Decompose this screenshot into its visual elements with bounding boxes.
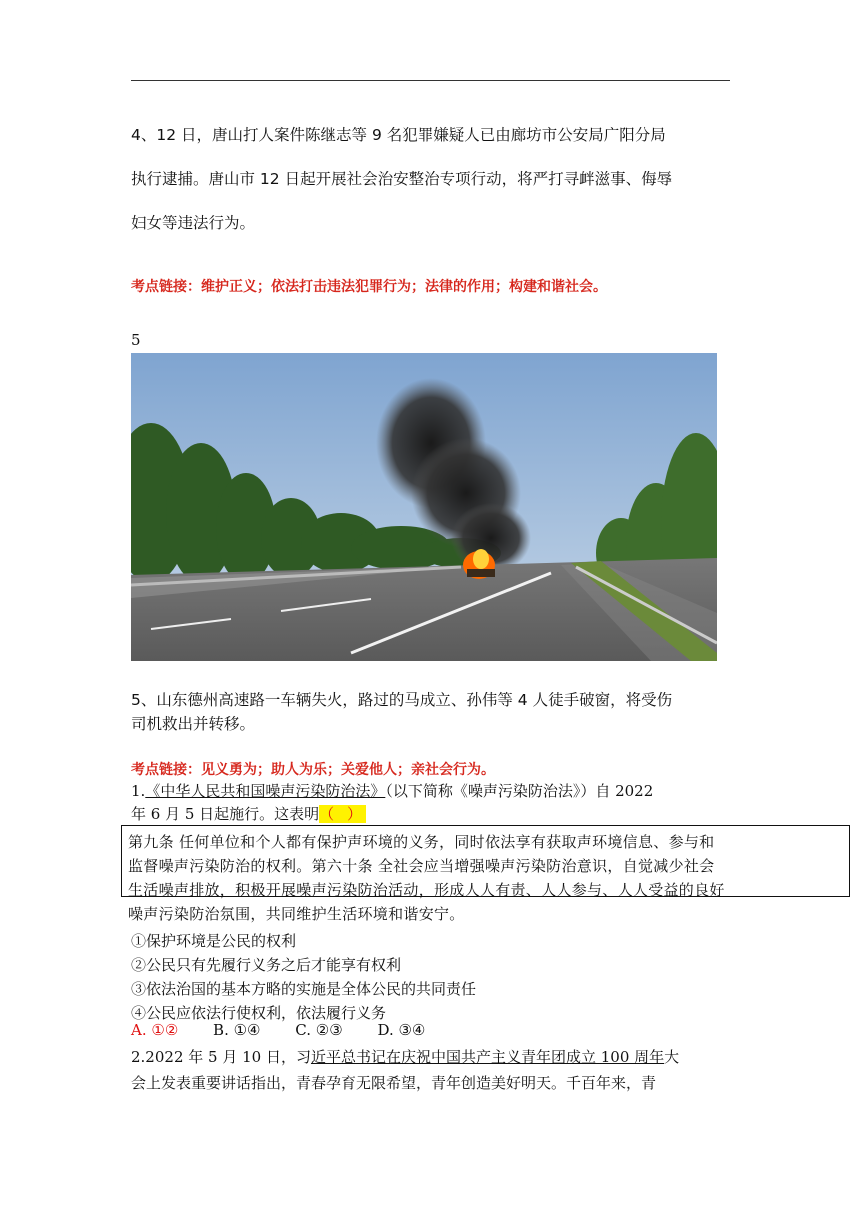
item4-line2: 执行逮捕。唐山市 12 日起开展社会治安整治专项行动，将严打寻衅滋事、侮辱 <box>131 170 673 188</box>
choice-c: C. ②③ <box>295 1021 343 1039</box>
statement-4: ④公民应依法行使权利，依法履行义务 <box>131 1004 387 1022</box>
header-rule <box>131 80 730 81</box>
item4-kaodian: 考点链接：维护正义；依法打击违法犯罪行为；法律的作用；构建和谐社会。 <box>131 279 607 295</box>
choice-d: D. ③④ <box>377 1021 426 1039</box>
question-2 <box>131 1044 679 1096</box>
item5-kaodian: 考点链接：见义勇为；助人为乐；关爱他人；亲社会行为。 <box>131 762 495 778</box>
q1-line2 <box>131 803 653 826</box>
q2-pre: 2.2022 年 5 月 10 日，习 <box>131 1048 311 1066</box>
q1-line2-text: 年 6 月 5 日起施行。这表明 <box>131 805 320 823</box>
q1-mid: （以下简称《噪声污染防治法》）自 2022 <box>385 782 654 800</box>
q1-prefix: 1. <box>131 782 146 800</box>
q2-line2: 会上发表重要讲话指出，青春孕育无限希望，青年创造美好明天。千百年来，青 <box>131 1074 657 1092</box>
q2-line1 <box>131 1044 679 1070</box>
statement-3: ③依法治国的基本方略的实施是全体公民的共同责任 <box>131 980 477 998</box>
q1-choices <box>131 1021 455 1039</box>
q2-post: 大 <box>664 1048 680 1066</box>
item5-line1: 5、山东德州高速路一车辆失火，路过的马成立、孙伟等 4 人徒手破窗，将受伤 <box>131 691 673 709</box>
q1-line1 <box>131 780 653 803</box>
box-line-2: 监督噪声污染防治的权利。第六十条 全社会应当增强噪声污染防治意识，自觉减少社会 <box>128 857 715 875</box>
box-line-3: 生活噪声排放，积极开展噪声污染防治活动，形成人人有责、人人参与、人人受益的良好 <box>128 881 725 899</box>
choice-a: A. ①② <box>131 1021 179 1039</box>
news-item-5 <box>131 688 672 736</box>
item4-line3: 妇女等违法行为。 <box>131 214 256 232</box>
statement-1: ①保护环境是公民的权利 <box>131 932 297 950</box>
law-excerpt-box <box>121 825 850 923</box>
box-line-4: 噪声污染防治氛围，共同维护生活环境和谐安宁。 <box>128 905 465 923</box>
q1-law-title: 《中华人民共和国噪声污染防治法》 <box>145 782 386 800</box>
item5-number: 5 <box>131 331 141 349</box>
question-1 <box>131 780 653 826</box>
box-line-1: 第九条 任何单位和个人都有保护声环境的义务，同时依法享有获取声环境信息、参与和 <box>128 833 715 851</box>
item5-line2: 司机救出并转移。 <box>131 715 256 733</box>
statement-2: ②公民只有先履行义务之后才能享有权利 <box>131 956 402 974</box>
item4-line1: 4、12 日，唐山打人案件陈继志等 9 名犯罪嫌疑人已由廊坊市公安局广阳分局 <box>131 126 666 144</box>
news-item-4 <box>131 113 731 245</box>
answer-bracket: （ ） <box>319 805 366 823</box>
choice-b: B. ①④ <box>213 1021 261 1039</box>
burning-car-photo <box>131 353 717 661</box>
q1-statements <box>131 929 476 1025</box>
q2-underlined: 近平总书记在庆祝中国共产主义青年团成立 100 周年 <box>310 1048 665 1066</box>
